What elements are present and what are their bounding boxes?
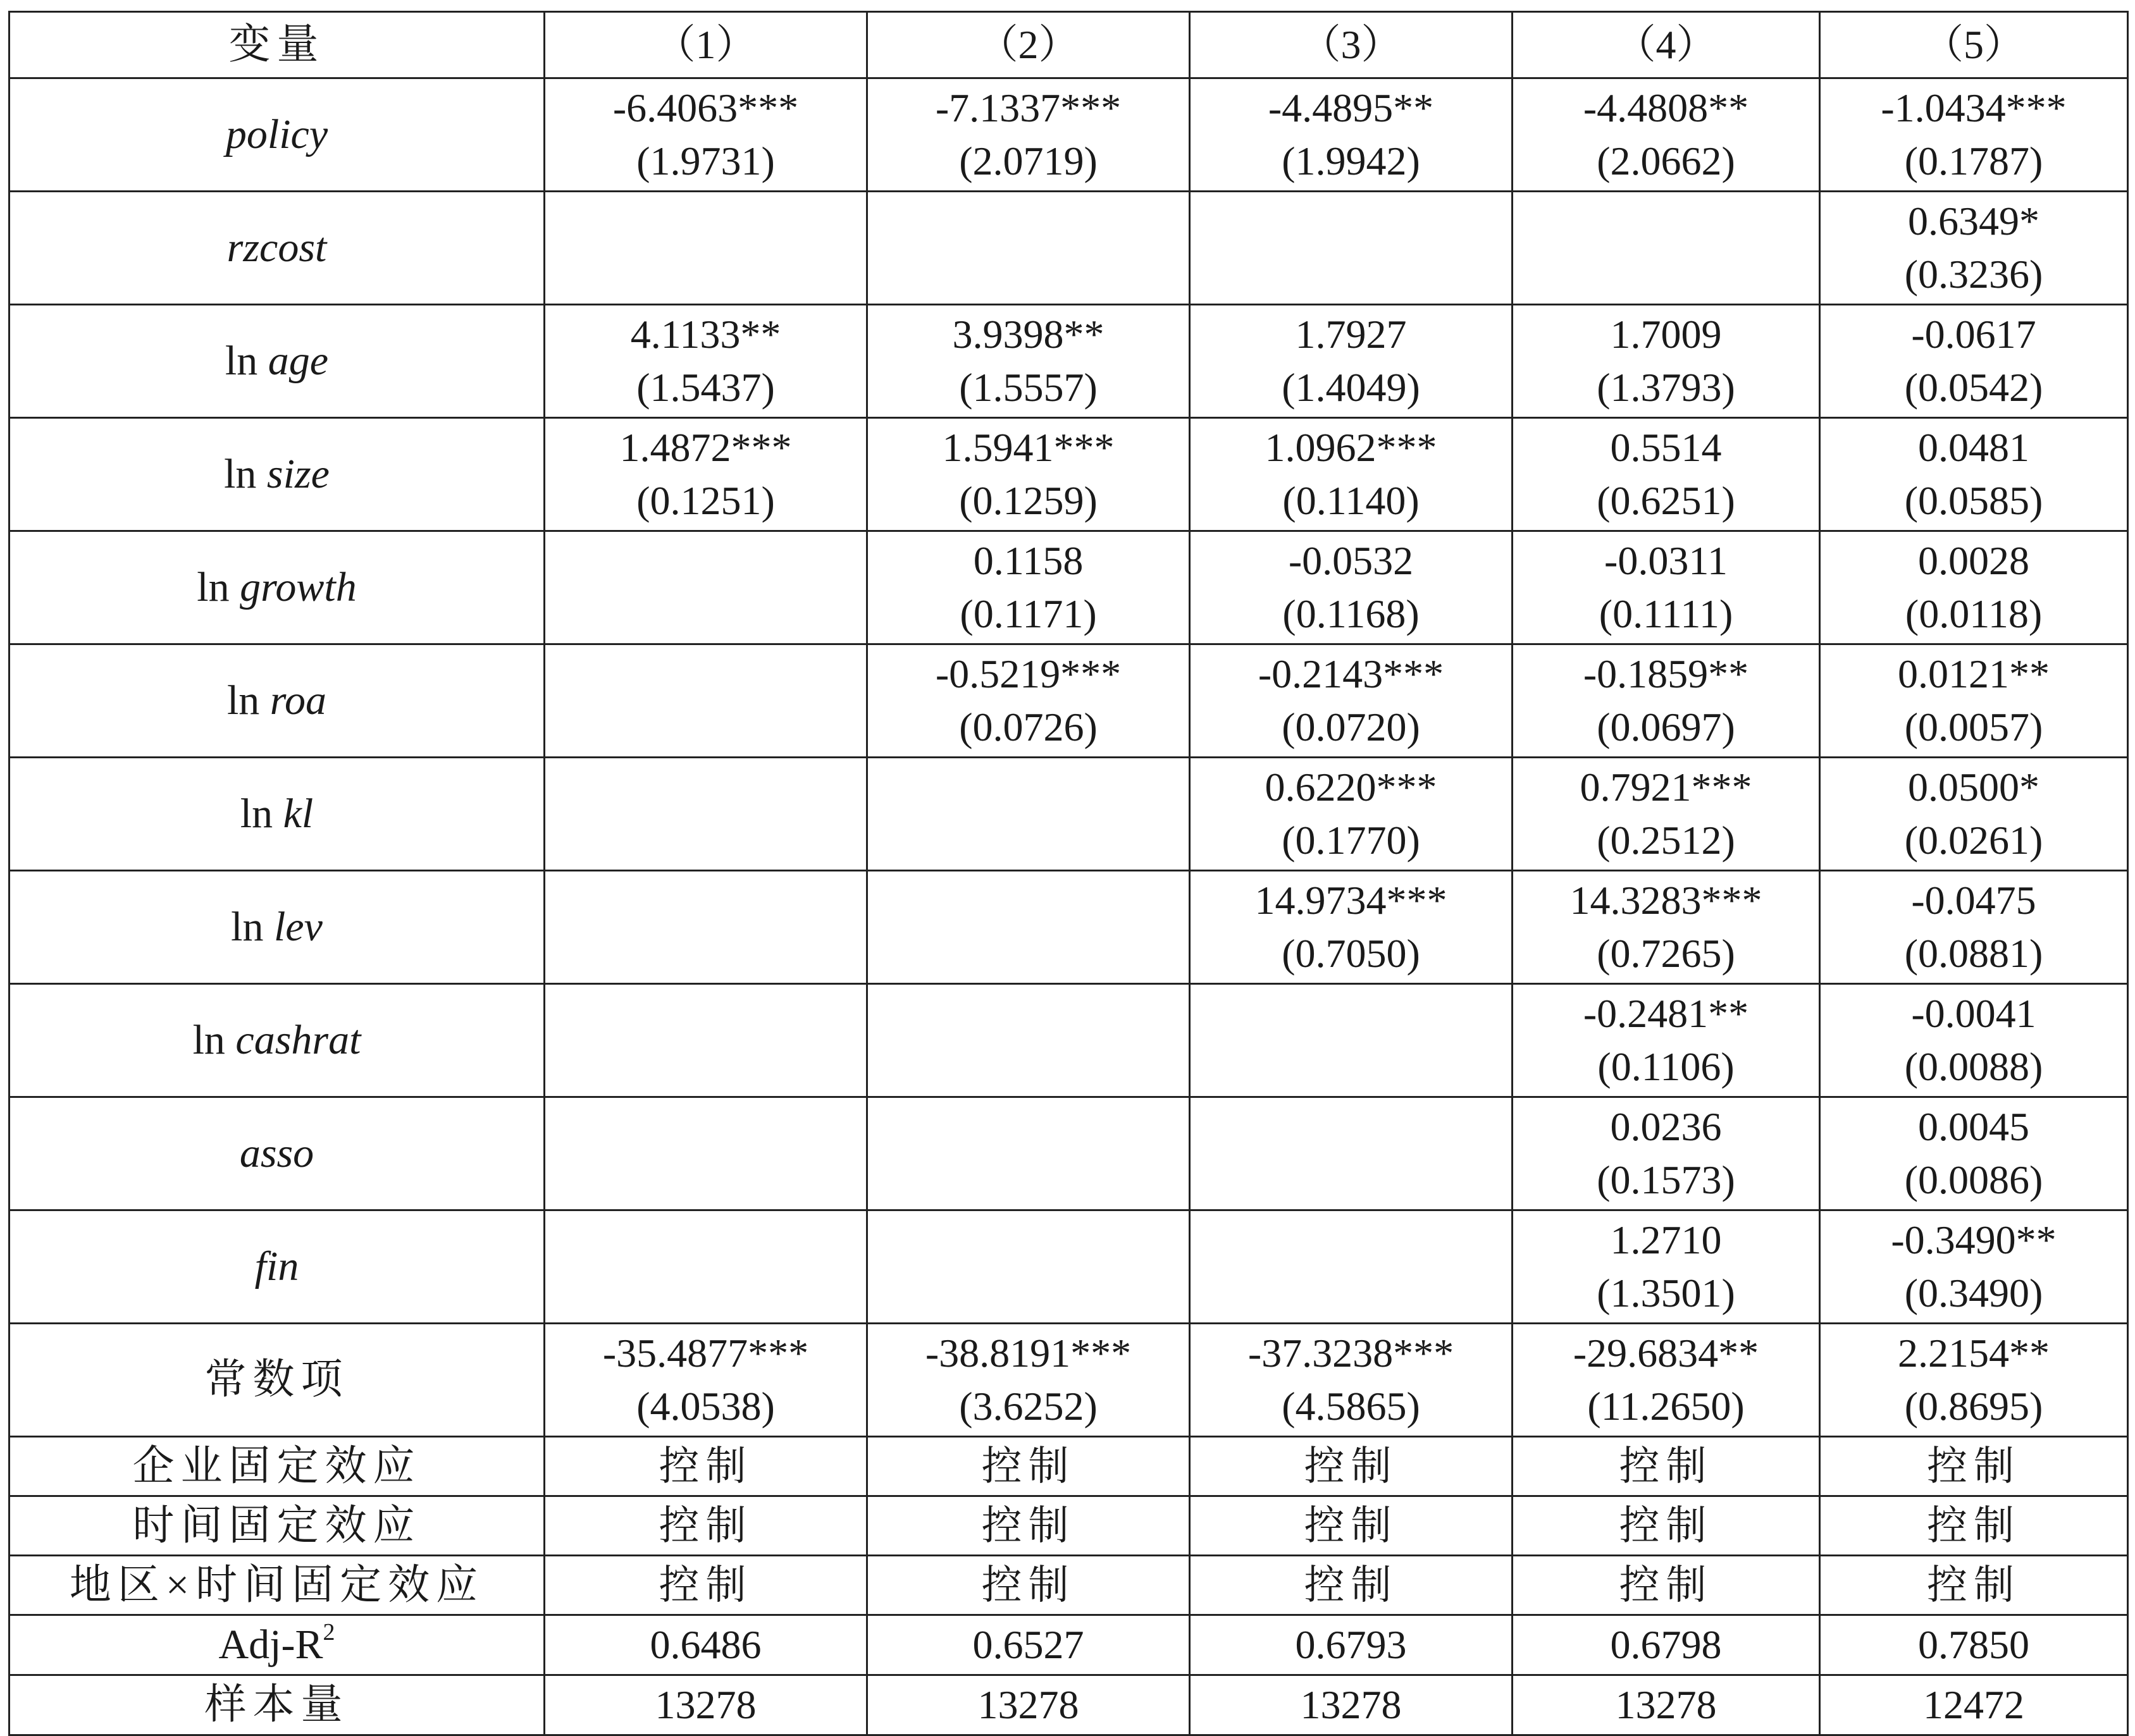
coefficient: -0.0475	[1911, 878, 2036, 923]
coef-cell-5	[1820, 418, 2128, 531]
coefficient: 3.9398**	[952, 312, 1105, 357]
coefficient: -0.0041	[1911, 991, 2036, 1036]
standard-error: (1.5557)	[959, 365, 1098, 410]
variable-name: size	[266, 451, 330, 497]
standard-error: (0.7050)	[1282, 931, 1420, 976]
coefficient: 1.2710	[1610, 1217, 1722, 1262]
standard-error: (0.1106)	[1597, 1044, 1735, 1089]
coefficient: 1.4872***	[619, 425, 792, 470]
fixed-effect-row	[9, 1496, 2128, 1556]
coef-cell-1	[545, 305, 867, 418]
coefficient: 2.2154**	[1898, 1331, 2050, 1376]
standard-error: (0.0086)	[1904, 1157, 2043, 1202]
coef-cell-3	[1190, 531, 1513, 644]
coefficient: 1.7009	[1610, 312, 1722, 357]
sample-size-value: 13278	[867, 1675, 1190, 1735]
variable-label	[9, 984, 545, 1097]
sample-size-value: 12472	[1820, 1675, 2128, 1735]
standard-error: (0.1573)	[1597, 1157, 1735, 1202]
variable-label	[9, 192, 545, 305]
coef-cell-1	[545, 78, 867, 192]
variable-label	[9, 758, 545, 871]
coef-cell-1	[545, 758, 867, 871]
variable-name: asso	[239, 1130, 314, 1176]
variable-name: growth	[240, 564, 357, 610]
variable-name: lev	[273, 904, 323, 950]
standard-error: (0.0088)	[1904, 1044, 2043, 1089]
variable-prefix: ln	[197, 564, 240, 610]
coef-cell-1	[545, 531, 867, 644]
variable-name: cashrat	[235, 1017, 361, 1063]
fixed-effect-value: 控制	[545, 1496, 867, 1556]
coef-cell-5	[1820, 984, 2128, 1097]
sample-size-row	[9, 1675, 2128, 1735]
header-variable-label: 变量	[9, 12, 545, 78]
standard-error: (0.0057)	[1904, 705, 2043, 749]
variable-prefix: ln	[224, 451, 267, 497]
coefficient: 1.5941***	[942, 425, 1115, 470]
variable-row	[9, 984, 2128, 1097]
coef-cell-1	[545, 871, 867, 984]
variable-prefix: ln	[225, 338, 268, 384]
variable-row	[9, 1210, 2128, 1324]
variable-prefix: ln	[192, 1017, 236, 1063]
standard-error: (0.0585)	[1904, 478, 2043, 523]
sample-size-label: 样本量	[9, 1675, 545, 1735]
coefficient: -6.4063***	[612, 85, 799, 130]
fixed-effect-value: 控制	[545, 1556, 867, 1615]
standard-error: (4.5865)	[1282, 1384, 1420, 1429]
standard-error: (0.8695)	[1904, 1384, 2043, 1429]
standard-error: (0.1251)	[636, 478, 775, 523]
coefficient: 1.0962***	[1265, 425, 1437, 470]
coef-cell-3	[1190, 418, 1513, 531]
fixed-effect-label: 时间固定效应	[9, 1496, 545, 1556]
coefficient: 0.6220***	[1265, 765, 1437, 810]
standard-error: (3.6252)	[959, 1384, 1098, 1429]
coefficient: 0.0121**	[1898, 651, 2050, 696]
adj-r2-value: 0.6527	[867, 1615, 1190, 1675]
coef-cell-4	[1513, 531, 1820, 644]
coef-cell-4	[1513, 1324, 1820, 1437]
sample-size-value: 13278	[1513, 1675, 1820, 1735]
coefficient: -0.5219***	[935, 651, 1122, 696]
coef-cell-2	[867, 758, 1190, 871]
sample-size-value: 13278	[1190, 1675, 1513, 1735]
coefficient: -7.1337***	[935, 85, 1122, 130]
fixed-effect-value: 控制	[867, 1496, 1190, 1556]
coef-cell-2	[867, 305, 1190, 418]
variable-prefix: ln	[231, 904, 274, 950]
variable-name: roa	[269, 677, 327, 723]
coef-cell-5	[1820, 758, 2128, 871]
fixed-effect-value: 控制	[1820, 1556, 2128, 1615]
standard-error: (11.2650)	[1587, 1384, 1745, 1429]
standard-error: (0.3490)	[1904, 1271, 2043, 1315]
coef-cell-2	[867, 78, 1190, 192]
coef-cell-4	[1513, 1097, 1820, 1210]
fixed-effect-row	[9, 1437, 2128, 1496]
standard-error: (0.2512)	[1597, 818, 1735, 863]
standard-error: (0.0118)	[1905, 591, 2043, 636]
coef-cell-1	[545, 418, 867, 531]
fixed-effect-value: 控制	[1513, 1437, 1820, 1496]
variable-label	[9, 644, 545, 758]
coef-cell-3	[1190, 1097, 1513, 1210]
constant-label: 常数项	[9, 1324, 545, 1437]
coef-cell-2	[867, 531, 1190, 644]
coefficient: -37.3238***	[1247, 1331, 1454, 1376]
fixed-effect-value: 控制	[867, 1437, 1190, 1496]
adj-r2-value: 0.6486	[545, 1615, 867, 1675]
coef-cell-3	[1190, 78, 1513, 192]
adj-r2-superscript: 2	[323, 1619, 335, 1646]
coefficient: -0.0532	[1288, 538, 1414, 583]
fixed-effect-value: 控制	[1190, 1556, 1513, 1615]
standard-error: (0.6251)	[1597, 478, 1735, 523]
variable-label	[9, 1097, 545, 1210]
coef-cell-1	[545, 1097, 867, 1210]
fixed-effect-value: 控制	[867, 1556, 1190, 1615]
coefficient: 0.0236	[1610, 1104, 1722, 1149]
coefficient: 0.0500*	[1908, 765, 2039, 810]
variable-row	[9, 871, 2128, 984]
coef-cell-4	[1513, 984, 1820, 1097]
table-body	[9, 12, 2128, 1735]
coef-cell-3	[1190, 305, 1513, 418]
coef-cell-2	[867, 192, 1190, 305]
regression-table	[8, 11, 2129, 1736]
standard-error: (0.1168)	[1282, 591, 1420, 636]
coefficient: -0.2481**	[1583, 991, 1749, 1036]
fixed-effect-row	[9, 1556, 2128, 1615]
standard-error: (2.0662)	[1597, 139, 1735, 183]
coefficient: -4.4808**	[1583, 85, 1749, 130]
variable-name: rzcost	[226, 225, 327, 271]
coef-cell-2	[867, 644, 1190, 758]
coefficient: -1.0434***	[1881, 85, 2067, 130]
coefficient: 0.7921***	[1580, 765, 1752, 810]
standard-error: (0.0261)	[1904, 818, 2043, 863]
standard-error: (0.7265)	[1597, 931, 1735, 976]
coefficient: 4.1133**	[630, 312, 781, 357]
adj-r2-value: 0.6793	[1190, 1615, 1513, 1675]
header-col-3: （3）	[1190, 12, 1513, 78]
coef-cell-4	[1513, 1210, 1820, 1324]
standard-error: (1.9731)	[636, 139, 775, 183]
header-col-5: （5）	[1820, 12, 2128, 78]
standard-error: (0.1259)	[959, 478, 1098, 523]
standard-error: (0.0720)	[1282, 705, 1420, 749]
variable-row	[9, 78, 2128, 192]
coef-cell-2	[867, 1324, 1190, 1437]
coef-cell-3	[1190, 984, 1513, 1097]
coef-cell-3	[1190, 1324, 1513, 1437]
header-col-1: （1）	[545, 12, 867, 78]
coefficient: -0.1859**	[1583, 651, 1749, 696]
coefficient: 0.0481	[1918, 425, 2029, 470]
coefficient: 14.3283***	[1569, 878, 1762, 923]
coefficient: 0.1158	[973, 538, 1084, 583]
adj-r2-value: 0.7850	[1820, 1615, 2128, 1675]
standard-error: (4.0538)	[636, 1384, 775, 1429]
coef-cell-2	[867, 984, 1190, 1097]
coef-cell-5	[1820, 1210, 2128, 1324]
coef-cell-5	[1820, 305, 2128, 418]
standard-error: (0.0542)	[1904, 365, 2043, 410]
coef-cell-1	[545, 984, 867, 1097]
standard-error: (0.1770)	[1282, 818, 1420, 863]
coef-cell-2	[867, 418, 1190, 531]
coef-cell-4	[1513, 192, 1820, 305]
coef-cell-5	[1820, 531, 2128, 644]
coef-cell-4	[1513, 758, 1820, 871]
coef-cell-2	[867, 1210, 1190, 1324]
coef-cell-1	[545, 644, 867, 758]
coef-cell-5	[1820, 192, 2128, 305]
coef-cell-2	[867, 1097, 1190, 1210]
coef-cell-3	[1190, 644, 1513, 758]
variable-label	[9, 531, 545, 644]
coefficient: -0.2143***	[1258, 651, 1444, 696]
constant-row	[9, 1324, 2128, 1437]
adj-r2-label	[9, 1615, 545, 1675]
adj-r2-value: 0.6798	[1513, 1615, 1820, 1675]
adj-r2-row	[9, 1615, 2128, 1675]
variable-row	[9, 1097, 2128, 1210]
variable-row	[9, 531, 2128, 644]
variable-label	[9, 78, 545, 192]
fixed-effect-value: 控制	[1820, 1496, 2128, 1556]
fixed-effect-value: 控制	[1513, 1496, 1820, 1556]
variable-row	[9, 644, 2128, 758]
coef-cell-5	[1820, 871, 2128, 984]
coefficient: -0.0617	[1911, 312, 2036, 357]
adj-r2-text: Adj-R	[218, 1622, 323, 1668]
fixed-effect-label: 地区×时间固定效应	[9, 1556, 545, 1615]
variable-name: fin	[254, 1243, 299, 1290]
coef-cell-3	[1190, 758, 1513, 871]
variable-prefix: ln	[240, 791, 283, 837]
coef-cell-1	[545, 192, 867, 305]
coefficient: 0.6349*	[1908, 199, 2039, 243]
variable-name: kl	[283, 791, 314, 837]
coef-cell-3	[1190, 871, 1513, 984]
coefficient: 1.7927	[1295, 312, 1407, 357]
coefficient: -0.0311	[1604, 538, 1728, 583]
coefficient: 0.0045	[1918, 1104, 2029, 1149]
variable-name: age	[268, 338, 329, 384]
variable-row	[9, 305, 2128, 418]
variable-prefix: ln	[226, 677, 270, 723]
variable-label	[9, 418, 545, 531]
coefficient: -38.8191***	[925, 1331, 1132, 1376]
variable-label	[9, 1210, 545, 1324]
coef-cell-1	[545, 1210, 867, 1324]
coef-cell-4	[1513, 644, 1820, 758]
coefficient: -4.4895**	[1268, 85, 1434, 130]
standard-error: (1.3501)	[1597, 1271, 1735, 1315]
standard-error: (0.0881)	[1904, 931, 2043, 976]
standard-error: (0.0697)	[1597, 705, 1735, 749]
coef-cell-4	[1513, 78, 1820, 192]
standard-error: (1.4049)	[1282, 365, 1420, 410]
fixed-effect-value: 控制	[1190, 1496, 1513, 1556]
standard-error: (0.1787)	[1904, 139, 2043, 183]
standard-error: (1.3793)	[1597, 365, 1735, 410]
standard-error: (0.3236)	[1904, 252, 2043, 297]
coef-cell-5	[1820, 1097, 2128, 1210]
variable-label	[9, 871, 545, 984]
coef-cell-5	[1820, 1324, 2128, 1437]
coef-cell-4	[1513, 418, 1820, 531]
fixed-effect-label: 企业固定效应	[9, 1437, 545, 1496]
standard-error: (0.0726)	[959, 705, 1098, 749]
coef-cell-3	[1190, 192, 1513, 305]
standard-error: (1.9942)	[1282, 139, 1420, 183]
standard-error: (0.1140)	[1282, 478, 1420, 523]
coef-cell-4	[1513, 871, 1820, 984]
coefficient: 14.9734***	[1254, 878, 1447, 923]
standard-error: (0.1171)	[960, 591, 1097, 636]
sample-size-value: 13278	[545, 1675, 867, 1735]
standard-error: (1.5437)	[636, 365, 775, 410]
coefficient: 0.0028	[1918, 538, 2029, 583]
fixed-effect-value: 控制	[1513, 1556, 1820, 1615]
header-row	[9, 12, 2128, 78]
coef-cell-3	[1190, 1210, 1513, 1324]
variable-label	[9, 305, 545, 418]
standard-error: (0.1111)	[1599, 591, 1733, 636]
fixed-effect-value: 控制	[1190, 1437, 1513, 1496]
coef-cell-1	[545, 1324, 867, 1437]
coef-cell-2	[867, 871, 1190, 984]
variable-row	[9, 418, 2128, 531]
variable-row	[9, 192, 2128, 305]
fixed-effect-value: 控制	[1820, 1437, 2128, 1496]
header-col-4: （4）	[1513, 12, 1820, 78]
coef-cell-4	[1513, 305, 1820, 418]
standard-error: (2.0719)	[959, 139, 1098, 183]
coefficient: -35.4877***	[602, 1331, 809, 1376]
coefficient: 0.5514	[1610, 425, 1722, 470]
coef-cell-5	[1820, 644, 2128, 758]
variable-name: policy	[225, 111, 328, 157]
fixed-effect-value: 控制	[545, 1437, 867, 1496]
coefficient: -29.6834**	[1573, 1331, 1759, 1376]
coefficient: -0.3490**	[1891, 1217, 2057, 1262]
header-col-2: （2）	[867, 12, 1190, 78]
coef-cell-5	[1820, 78, 2128, 192]
variable-row	[9, 758, 2128, 871]
